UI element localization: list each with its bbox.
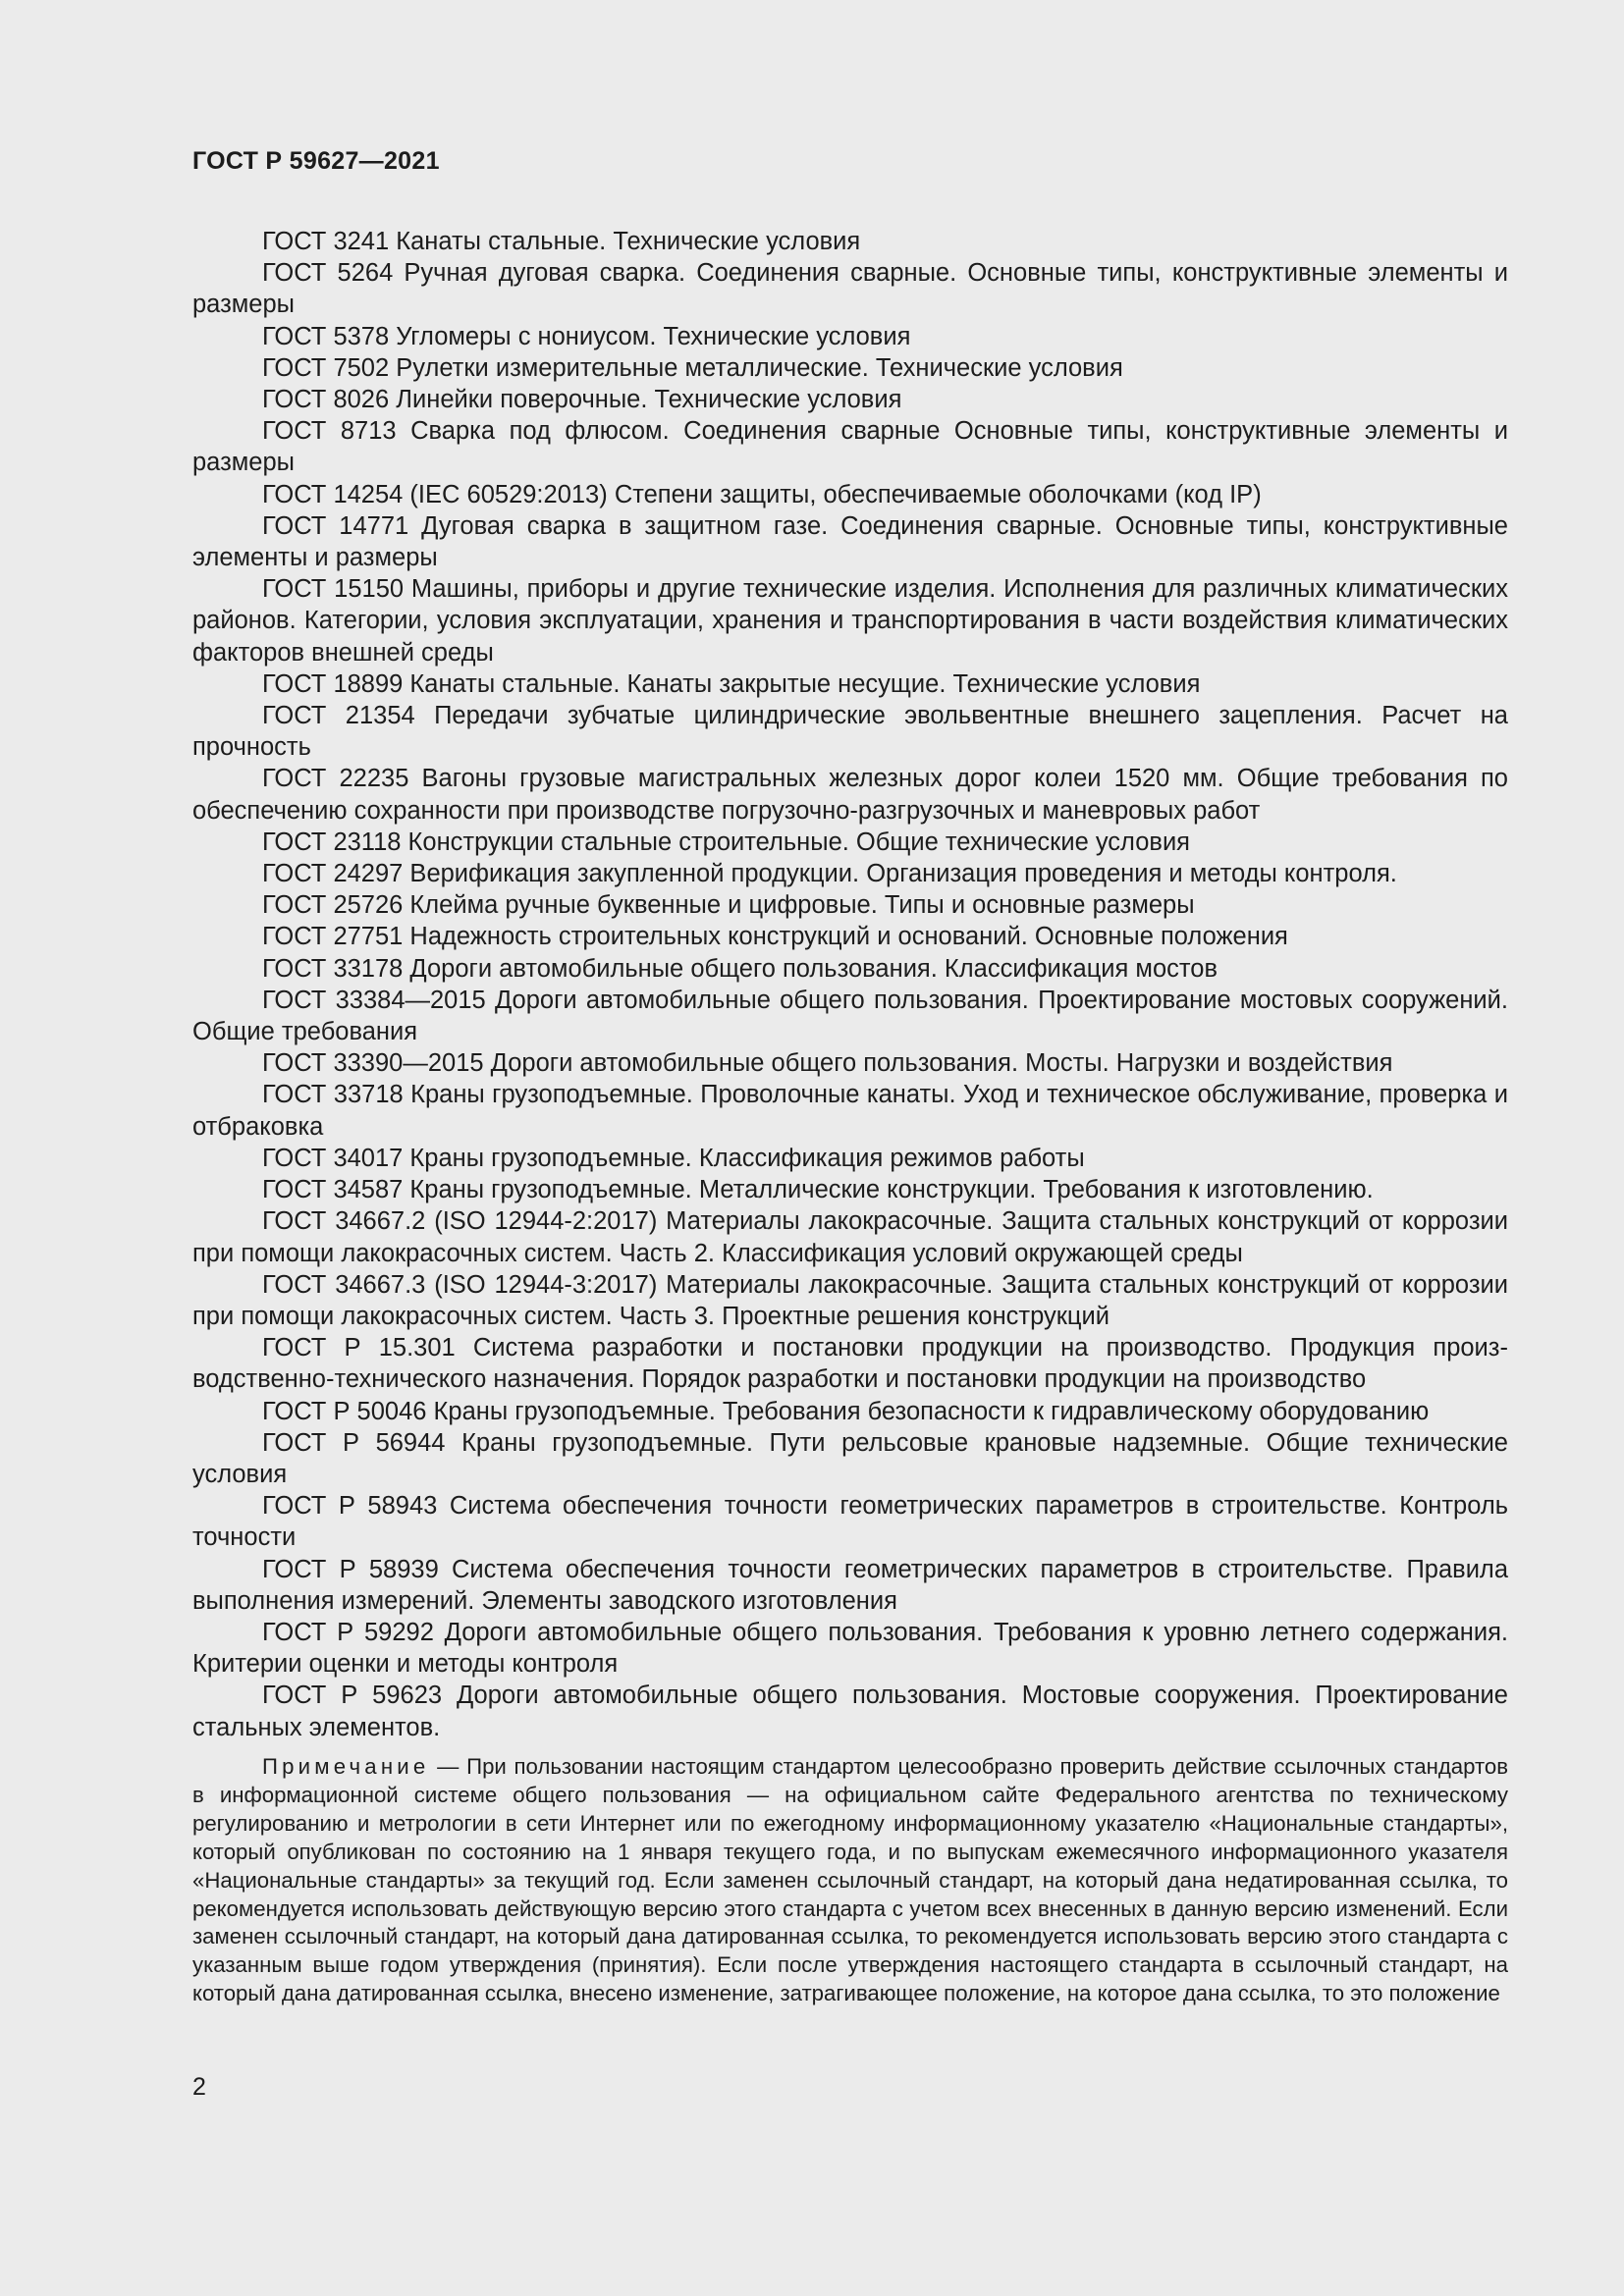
reference-item: ГОСТ 33384—2015 Дороги автомобильные общего пользования. Проектирование мостовых сооружений. Общие требования xyxy=(192,986,1508,1046)
reference-item: ГОСТ Р 59292 Дороги автомобильные общего пользования. Требования к уровню летнего содержания. Критерии оценки и методы контроля xyxy=(192,1618,1508,1679)
reference-item: ГОСТ 7502 Рулетки измерительные металлические. Технические условия xyxy=(262,353,1123,382)
reference-item: ГОСТ Р 58939 Система обеспечения точности геометрических параметров в строительстве. Правила выполнения измерений. Элементы заводского изготовления xyxy=(192,1555,1508,1615)
reference-item: ГОСТ 34587 Краны грузоподъемные. Металлические конструкции. Требования к изготовлению. xyxy=(262,1176,1374,1204)
reference-item: ГОСТ 15150 Машины, приборы и другие технические изделия. Исполнения для различных климатических районов. Категории, условия эксплуатации, хранения и транспортирования в части воздействия климатических факторов внешней среды xyxy=(192,575,1508,667)
document-header: ГОСТ Р 59627—2021 xyxy=(192,147,440,175)
note-text: — При пользовании настоящим стандартом целесообразно проверить действие ссылочных стандартов в информационной системе общего пользования — на официальном сайте Федерального агентства по техническому регулированию и метрологии в сети Интернет или по ежегодному информационному указателю «Национальные стандарты», который опубликован по состоянию на 1 января текущего года, и по выпускам ежемесячного информационного указателя «Национальные стандарты» за текущий год. Если заменен ссылочный стандарт, на который дана недатированная ссылка, то рекомендуется использовать действующую версию этого стандарта с учетом всех внесенных в данную версию изменений. Если заменен ссылочный стандарт, на который дана датированная ссылка, то рекомендуется использовать версию этого стандарта с указанным выше годом утверждения (принятия). Если после утверждения настоящего стандарта в ссылочный стандарт, на который дана датированная ссылка, внесено изменение, затрагивающее положение, на которое дана ссылка, то это положение xyxy=(192,1754,1508,2006)
reference-item: ГОСТ 27751 Надежность строительных конструкций и оснований. Основные положения xyxy=(262,923,1288,951)
reference-item: ГОСТ Р 56944 Краны грузоподъемные. Пути рельсовые крановые надземные. Общие технические условия xyxy=(192,1428,1508,1488)
reference-item: ГОСТ 3241 Канаты стальные. Технические условия xyxy=(262,228,861,255)
reference-item: ГОСТ 5264 Ручная дуговая сварка. Соединения сварные. Основные типы, конструктивные элементы и размеры xyxy=(192,259,1508,319)
reference-item: ГОСТ 25726 Клейма ручные буквенные и цифровые. Типы и основные размеры xyxy=(262,891,1195,920)
reference-item: ГОСТ 23118 Конструкции стальные строительные. Общие технические условия xyxy=(262,828,1190,856)
reference-item: ГОСТ 21354 Передачи зубчатые цилиндрические эвольвентные внешнего зацепления. Расчет на прочность xyxy=(192,702,1508,762)
reference-item: ГОСТ 34667.2 (ISO 12944-2:2017) Материалы лакокрасочные. Защита стальных конструкций от коррозии при помощи лакокрасочных систем. Часть 2. Классификация условий окружающей среды xyxy=(192,1207,1508,1267)
reference-item: ГОСТ Р 59623 Дороги автомобильные общего пользования. Мостовые сооружения. Проектирование стальных элементов. xyxy=(192,1682,1508,1741)
reference-item: ГОСТ 18899 Канаты стальные. Канаты закрытые несущие. Технические условия xyxy=(262,669,1201,698)
reference-item: ГОСТ 14254 (IEC 60529:2013) Степени защиты, обеспечиваемые оболочками (код IP) xyxy=(262,480,1262,508)
reference-item: ГОСТ 8713 Сварка под флюсом. Соединения сварные Основные типы, конструктивные элементы и размеры xyxy=(192,417,1508,477)
reference-item: ГОСТ 34017 Краны грузоподъемные. Классификация режимов работы xyxy=(262,1144,1085,1172)
reference-item: ГОСТ Р 50046 Краны грузоподъемные. Требования безопасности к гидравлическому оборудованию xyxy=(262,1397,1430,1425)
reference-item: ГОСТ 8026 Линейки поверочные. Технические условия xyxy=(262,386,902,414)
reference-item: ГОСТ Р 15.301 Система разработки и постановки продукции на производство. Продукция производственно-технического назначения. Порядок разработки и постановки продукции на производство xyxy=(192,1334,1508,1394)
reference-item: ГОСТ 34667.3 (ISO 12944-3:2017) Материалы лакокрасочные. Защита стальных конструкций от коррозии при помощи лакокрасочных систем. Часть 3. Проектные решения конструкций xyxy=(192,1270,1508,1330)
reference-item: ГОСТ 5378 Угломеры с нониусом. Технические условия xyxy=(262,322,911,350)
page-number: 2 xyxy=(192,2073,206,2101)
reference-item: ГОСТ 24297 Верификация закупленной продукции. Организация проведения и методы контроля. xyxy=(262,860,1397,888)
note-label: Примечание xyxy=(262,1754,430,1779)
reference-item: ГОСТ 14771 Дуговая сварка в защитном газе. Соединения сварные. Основные типы, конструктивные элементы и размеры xyxy=(192,511,1508,572)
normative-references-list xyxy=(192,226,1508,1743)
reference-item: ГОСТ 33390—2015 Дороги автомобильные общего пользования. Мосты. Нагрузки и воздействия xyxy=(262,1049,1393,1078)
reference-item: ГОСТ 33718 Краны грузоподъемные. Проволочные канаты. Уход и техническое обслуживание, проверка и отбраковка xyxy=(192,1081,1508,1141)
reference-item: ГОСТ 33178 Дороги автомобильные общего пользования. Классификация мостов xyxy=(262,954,1218,983)
note-paragraph xyxy=(192,1753,1508,2008)
reference-item: ГОСТ 22235 Вагоны грузовые магистральных железных дорог колеи 1520 мм. Общие требования по обеспечению сохранности при производстве погрузочно-разгрузочных и маневровых работ xyxy=(192,765,1508,825)
reference-item: ГОСТ Р 58943 Система обеспечения точности геометрических параметров в строительстве. Контроль точности xyxy=(192,1492,1508,1552)
